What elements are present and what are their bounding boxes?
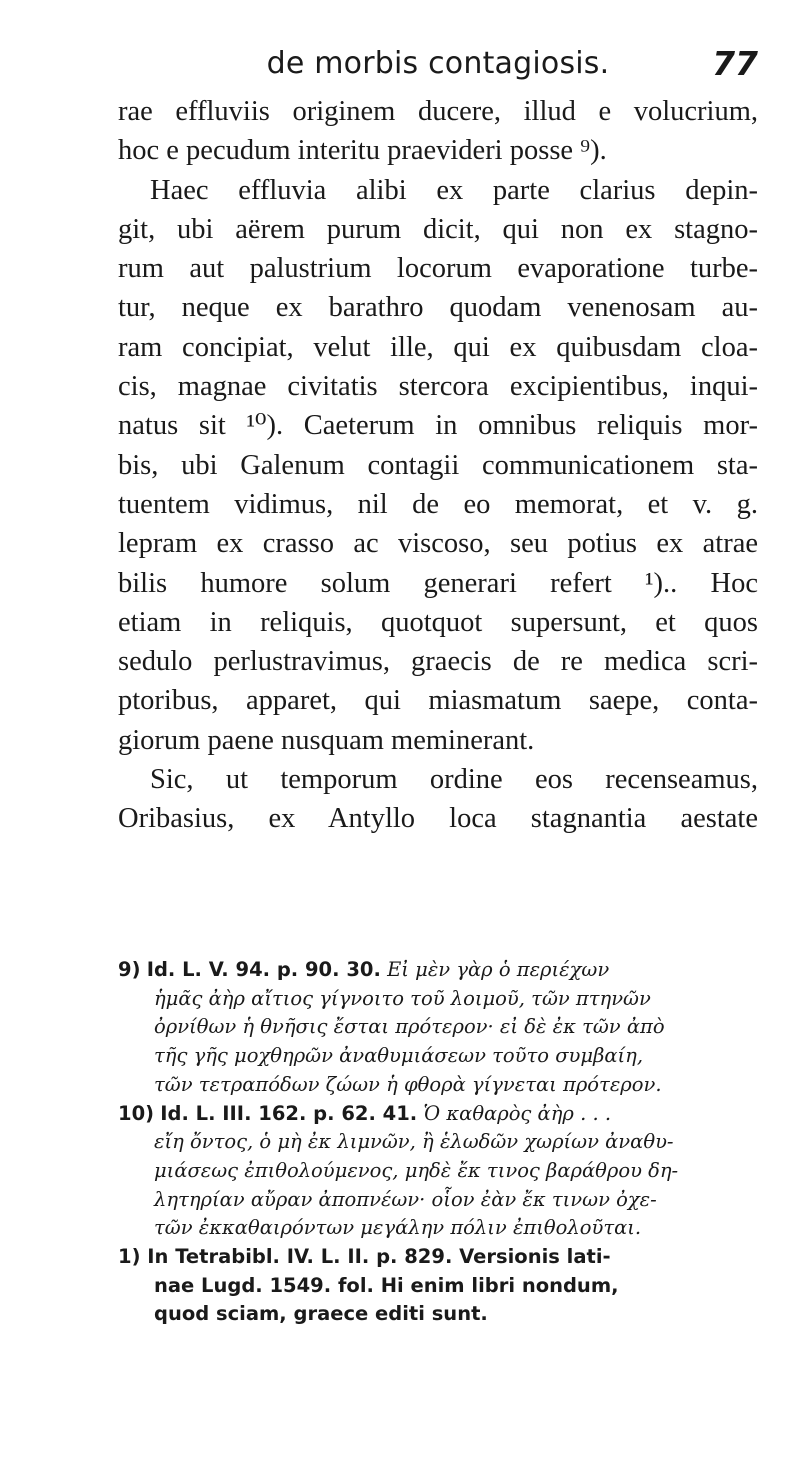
footnote-greek-text: τῶν ἐκκαθαιρόντων μεγάλην πόλιν ἐπιθολοῦται. bbox=[154, 1216, 642, 1240]
running-title: de morbis contagiosis. bbox=[266, 46, 610, 81]
footnote-label: 1) bbox=[118, 1245, 141, 1269]
text-line: ram concipiat, velut ille, qui ex quibusdam cloa- bbox=[118, 331, 758, 363]
text-line: tuentem vidimus, nil de eo memorat, et v. g. bbox=[118, 488, 758, 520]
main-text bbox=[118, 92, 758, 839]
text-line: rum aut palustrium locorum evaporatione turbe- bbox=[118, 253, 758, 285]
footnote-greek-text: ὀρνίθων ἡ θνῆσις ἔσται πρότερον· εἰ δὲ ἐκ τῶν ἀπὸ bbox=[154, 1015, 665, 1039]
text-line: sedulo perlustravimus, graecis de re medica scri- bbox=[118, 646, 758, 678]
text-line: Sic, ut temporum ordine eos recenseamus, bbox=[150, 764, 758, 796]
footnote-text: nae Lugd. 1549. fol. Hi enim libri nondum, bbox=[154, 1273, 619, 1297]
text-line: bis, ubi Galenum contagii communicationem sta- bbox=[118, 449, 758, 481]
footnote-greek-text: εἴη ὄντος, ὁ μὴ ἐκ λιμνῶν, ἢ ἑλωδῶν χωρίων ἀναθυ- bbox=[154, 1130, 674, 1154]
footnote-greek-text: Ὁ καθαρὸς ἀὴρ . . . bbox=[423, 1101, 612, 1125]
text-line: etiam in reliquis, quotquot supersunt, et quos bbox=[118, 606, 758, 638]
footnote-1 bbox=[118, 1243, 758, 1329]
text-line: bilis humore solum generari refert ¹).. Hoc bbox=[118, 567, 758, 599]
footnote-9 bbox=[118, 956, 758, 1100]
footnote-10 bbox=[118, 1100, 758, 1244]
footnote-greek-text: τῶν τετραπόδων ζώων ἡ φθορὰ γίγνεται πρότερον. bbox=[154, 1072, 662, 1096]
text-line: natus sit ¹⁰). Caeterum in omnibus reliquis mor- bbox=[118, 410, 758, 442]
footnote-label: 10) bbox=[118, 1101, 155, 1125]
text-line: Oribasius, ex Antyllo loca stagnantia aestate bbox=[118, 803, 758, 835]
footnote-label: 9) bbox=[118, 958, 141, 981]
footnote-greek-text: Εἰ μὲν γὰρ ὁ περιέχων bbox=[387, 958, 610, 981]
text-line: hoc e pecudum interitu praevideri posse ⁹). bbox=[118, 135, 607, 167]
text-line: rae effluviis originem ducere, illud e volucrium, bbox=[118, 96, 758, 127]
text-line: Haec effluvia alibi ex parte clarius depin- bbox=[150, 174, 758, 206]
text-line: git, ubi aërem purum dicit, qui non ex stagno- bbox=[118, 213, 758, 245]
text-line: cis, magnae civitatis stercora excipientibus, inqui- bbox=[118, 371, 758, 403]
text-line: tur, neque ex barathro quodam venenosam au- bbox=[118, 292, 758, 324]
text-line: lepram ex crasso ac viscoso, seu potius ex atrae bbox=[118, 528, 758, 560]
footnote-reference: Id. L. III. 162. p. 62. 41. bbox=[160, 1101, 418, 1125]
footnote-greek-text: ἡμᾶς ἀὴρ αἴτιος γίγνοιτο τοῦ λοιμοῦ, τῶν πτηνῶν bbox=[154, 986, 651, 1010]
footnotes bbox=[118, 956, 758, 1329]
text-line: ptoribus, apparet, qui miasmatum saepe, conta- bbox=[118, 685, 758, 717]
footnote-text: quod sciam, graece editi sunt. bbox=[154, 1302, 488, 1326]
footnote-greek-text: μιάσεως ἐπιθολούμενος, μηδὲ ἔκ τινος βαράθρου δη- bbox=[154, 1158, 679, 1182]
footnote-reference: Id. L. V. 94. p. 90. 30. bbox=[146, 958, 381, 981]
footnote-greek-text: τῆς γῆς μοχθηρῶν ἀναθυμιάσεων τοῦτο συμβαίη, bbox=[154, 1044, 644, 1068]
footnote-text: In Tetrabibl. IV. L. II. p. 829. Versionis lati- bbox=[147, 1245, 611, 1269]
footnote-greek-text: λητηρίαν αὔραν ἀποπνέων· οἷον ἐὰν ἔκ τινων ὀχε- bbox=[154, 1187, 657, 1211]
text-line: giorum paene nusquam meminerant. bbox=[118, 724, 535, 756]
running-header bbox=[118, 42, 758, 92]
page-number: 77 bbox=[712, 44, 758, 83]
